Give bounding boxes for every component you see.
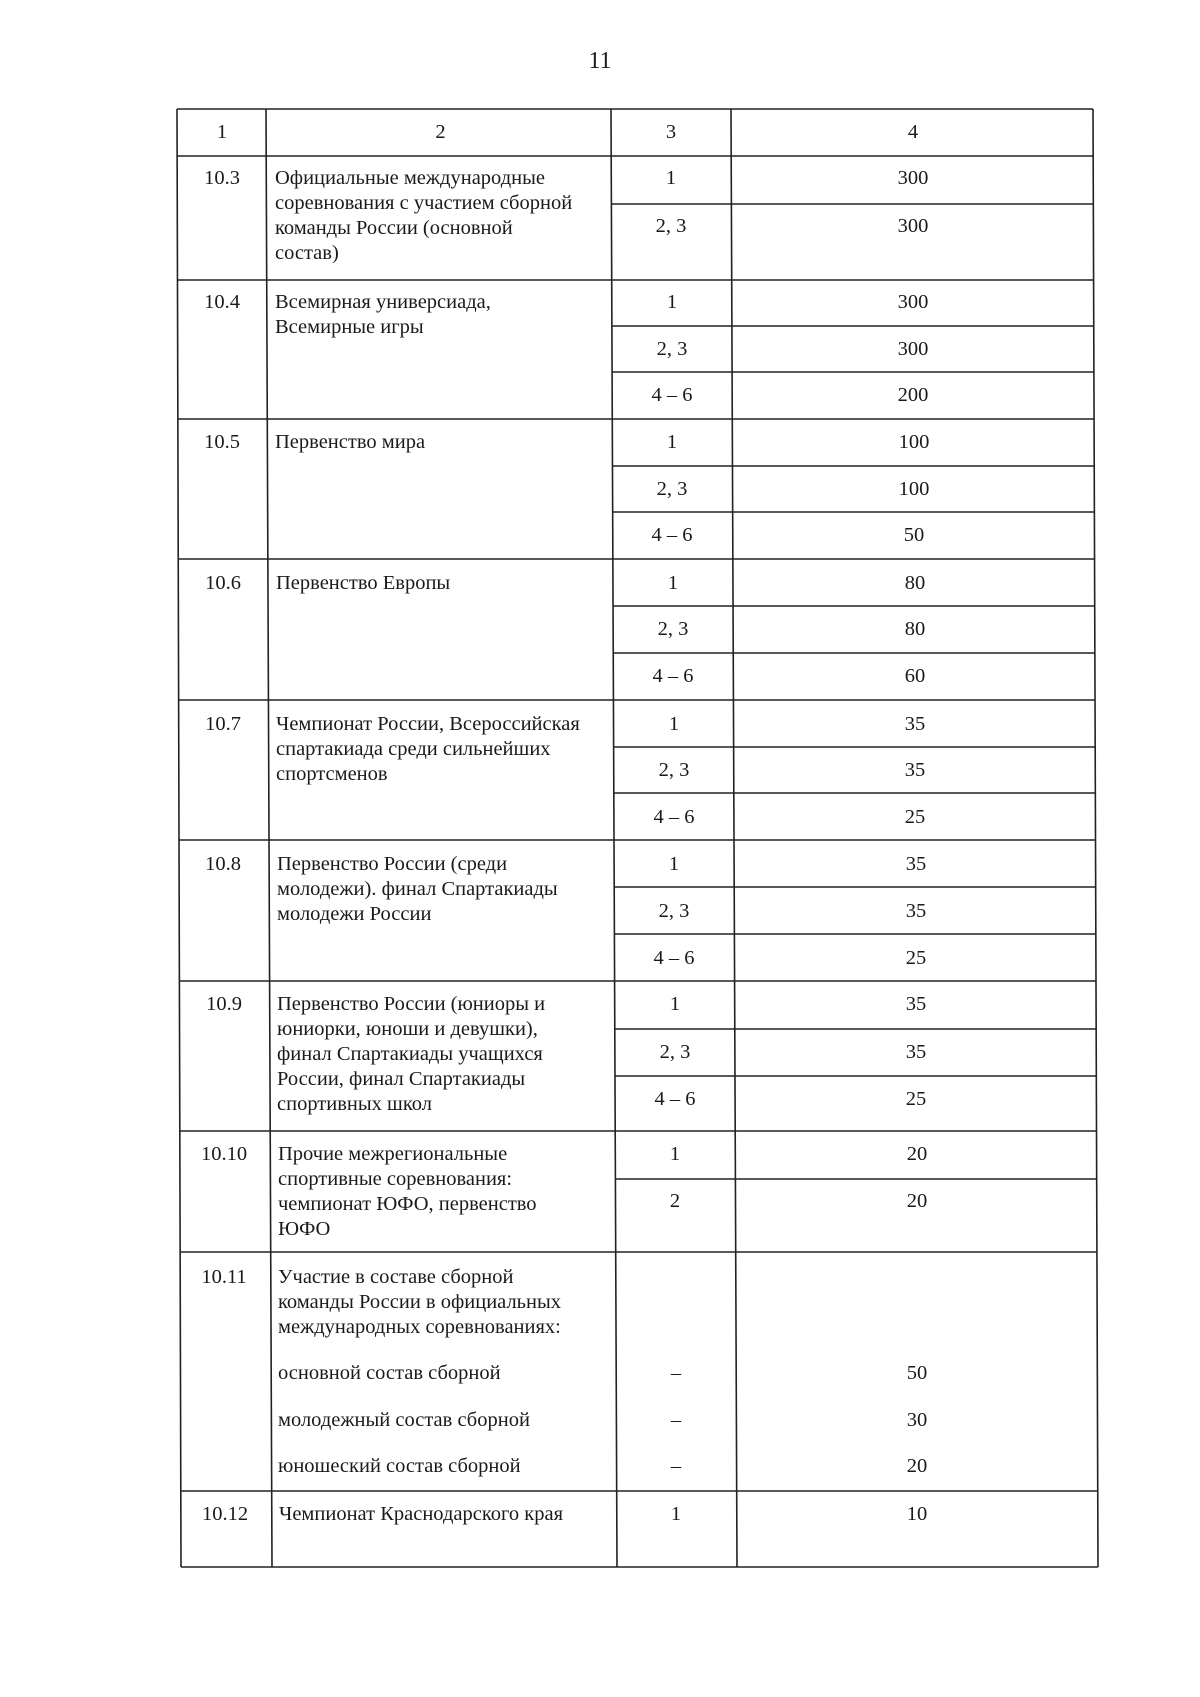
row-number: 10.8: [205, 853, 241, 875]
place-cell: –: [670, 1455, 682, 1477]
place-cell: 4 – 6: [651, 384, 693, 406]
row-name-line: юниорки, юноши и девушки),: [277, 1018, 538, 1040]
place-cell: –: [670, 1362, 682, 1384]
row-name-line: финал Спартакиады учащихся: [277, 1043, 543, 1065]
header-col-1: 1: [216, 121, 228, 143]
sub-item-label: молодежный состав сборной: [278, 1409, 530, 1431]
row-name-line: команды России (основной: [275, 217, 513, 239]
row-name-line: спартакиада среди сильнейших: [276, 738, 551, 760]
points-cell: 35: [905, 1041, 927, 1063]
points-cell: 20: [906, 1143, 928, 1165]
place-cell: 1: [669, 1143, 681, 1165]
place-cell: 1: [668, 853, 680, 875]
place-cell: 4 – 6: [653, 947, 695, 969]
row-name-line: спортивные соревнования:: [278, 1168, 513, 1190]
place-cell: 2, 3: [658, 759, 690, 781]
row-name-line: команды России в официальных: [278, 1291, 562, 1313]
points-cell: 300: [897, 167, 929, 189]
place-cell: 1: [668, 713, 680, 735]
place-cell: 1: [666, 431, 678, 453]
sub-item-label: основной состав сборной: [278, 1362, 501, 1384]
row-name-line: Чемпионат России, Всероссийская: [276, 713, 580, 735]
points-cell: 200: [897, 384, 929, 406]
place-cell: 2, 3: [659, 1041, 691, 1063]
points-cell: 35: [904, 759, 926, 781]
row-name-line: Прочие межрегиональные: [278, 1143, 508, 1165]
row-name-line: Всемирные игры: [275, 316, 424, 338]
place-cell: 2: [669, 1190, 681, 1212]
points-cell: 35: [905, 853, 927, 875]
row-name-line: России, финал Спартакиады: [277, 1068, 526, 1090]
row-name-line: молодежи). финал Спартакиады: [277, 878, 558, 900]
row-number: 10.12: [201, 1503, 249, 1525]
points-cell: 50: [903, 524, 925, 546]
place-cell: 1: [670, 1503, 682, 1525]
points-cell: 25: [905, 947, 927, 969]
points-cell: 300: [897, 291, 929, 313]
place-cell: 2, 3: [656, 338, 688, 360]
place-cell: 4 – 6: [652, 665, 694, 687]
place-cell: 1: [667, 572, 679, 594]
points-cell: 25: [905, 1088, 927, 1110]
place-cell: 1: [669, 993, 681, 1015]
row-number: 10.3: [204, 167, 240, 189]
points-cell: 35: [904, 713, 926, 735]
row-name-line: состав): [275, 242, 339, 264]
row-name-line: Первенство России (юниоры и: [277, 993, 546, 1015]
header-col-3: 3: [665, 121, 677, 143]
page-number: 11: [588, 48, 612, 74]
place-cell: 2, 3: [655, 215, 687, 237]
points-cell: 20: [906, 1190, 928, 1212]
points-cell: 80: [904, 572, 926, 594]
points-cell: 30: [906, 1409, 928, 1431]
place-cell: –: [670, 1409, 682, 1431]
place-cell: 4 – 6: [651, 524, 693, 546]
points-cell: 60: [904, 665, 926, 687]
header-col-2: 2: [435, 121, 446, 143]
place-cell: 1: [665, 167, 677, 189]
row-name-line: Первенство Европы: [276, 572, 451, 594]
row-name-line: Всемирная универсиада,: [275, 291, 491, 313]
row-number: 10.4: [204, 291, 240, 313]
row-name-line: спортивных школ: [277, 1093, 432, 1115]
points-cell: 100: [898, 478, 930, 500]
points-cell: 20: [906, 1455, 928, 1477]
points-cell: 25: [904, 806, 926, 828]
points-cell: 50: [906, 1362, 928, 1384]
points-cell: 100: [898, 431, 930, 453]
row-name-line: Участие в составе сборной: [278, 1266, 514, 1288]
row-name-line: спортсменов: [276, 763, 388, 785]
points-cell: 35: [905, 993, 927, 1015]
row-name-line: Первенство России (среди: [277, 853, 508, 875]
place-cell: 2, 3: [657, 618, 689, 640]
row-name-line: Первенство мира: [275, 431, 426, 453]
row-number: 10.9: [206, 993, 242, 1015]
row-name-line: соревнования с участием сборной: [275, 192, 573, 214]
place-cell: 1: [666, 291, 678, 313]
place-cell: 2, 3: [658, 900, 690, 922]
points-cell: 300: [897, 215, 929, 237]
row-number: 10.11: [201, 1266, 247, 1288]
row-name-line: международных соревнованиях:: [278, 1316, 561, 1338]
place-cell: 4 – 6: [653, 806, 695, 828]
place-cell: 2, 3: [656, 478, 688, 500]
row-number: 10.7: [205, 713, 241, 735]
row-number: 10.5: [204, 431, 240, 453]
row-name-line: Официальные международные: [275, 167, 545, 189]
points-cell: 10: [906, 1503, 928, 1525]
points-cell: 300: [897, 338, 929, 360]
place-cell: 4 – 6: [654, 1088, 696, 1110]
sub-item-label: юношеский состав сборной: [278, 1455, 521, 1477]
header-col-4: 4: [907, 121, 919, 143]
row-name-line: молодежи России: [277, 903, 432, 925]
row-number: 10.10: [200, 1143, 248, 1165]
row-name-line: Чемпионат Краснодарского края: [279, 1503, 564, 1525]
row-name-line: ЮФО: [278, 1218, 331, 1240]
row-number: 10.6: [205, 572, 241, 594]
points-cell: 35: [905, 900, 927, 922]
row-name-line: чемпионат ЮФО, первенство: [278, 1193, 537, 1215]
points-cell: 80: [904, 618, 926, 640]
